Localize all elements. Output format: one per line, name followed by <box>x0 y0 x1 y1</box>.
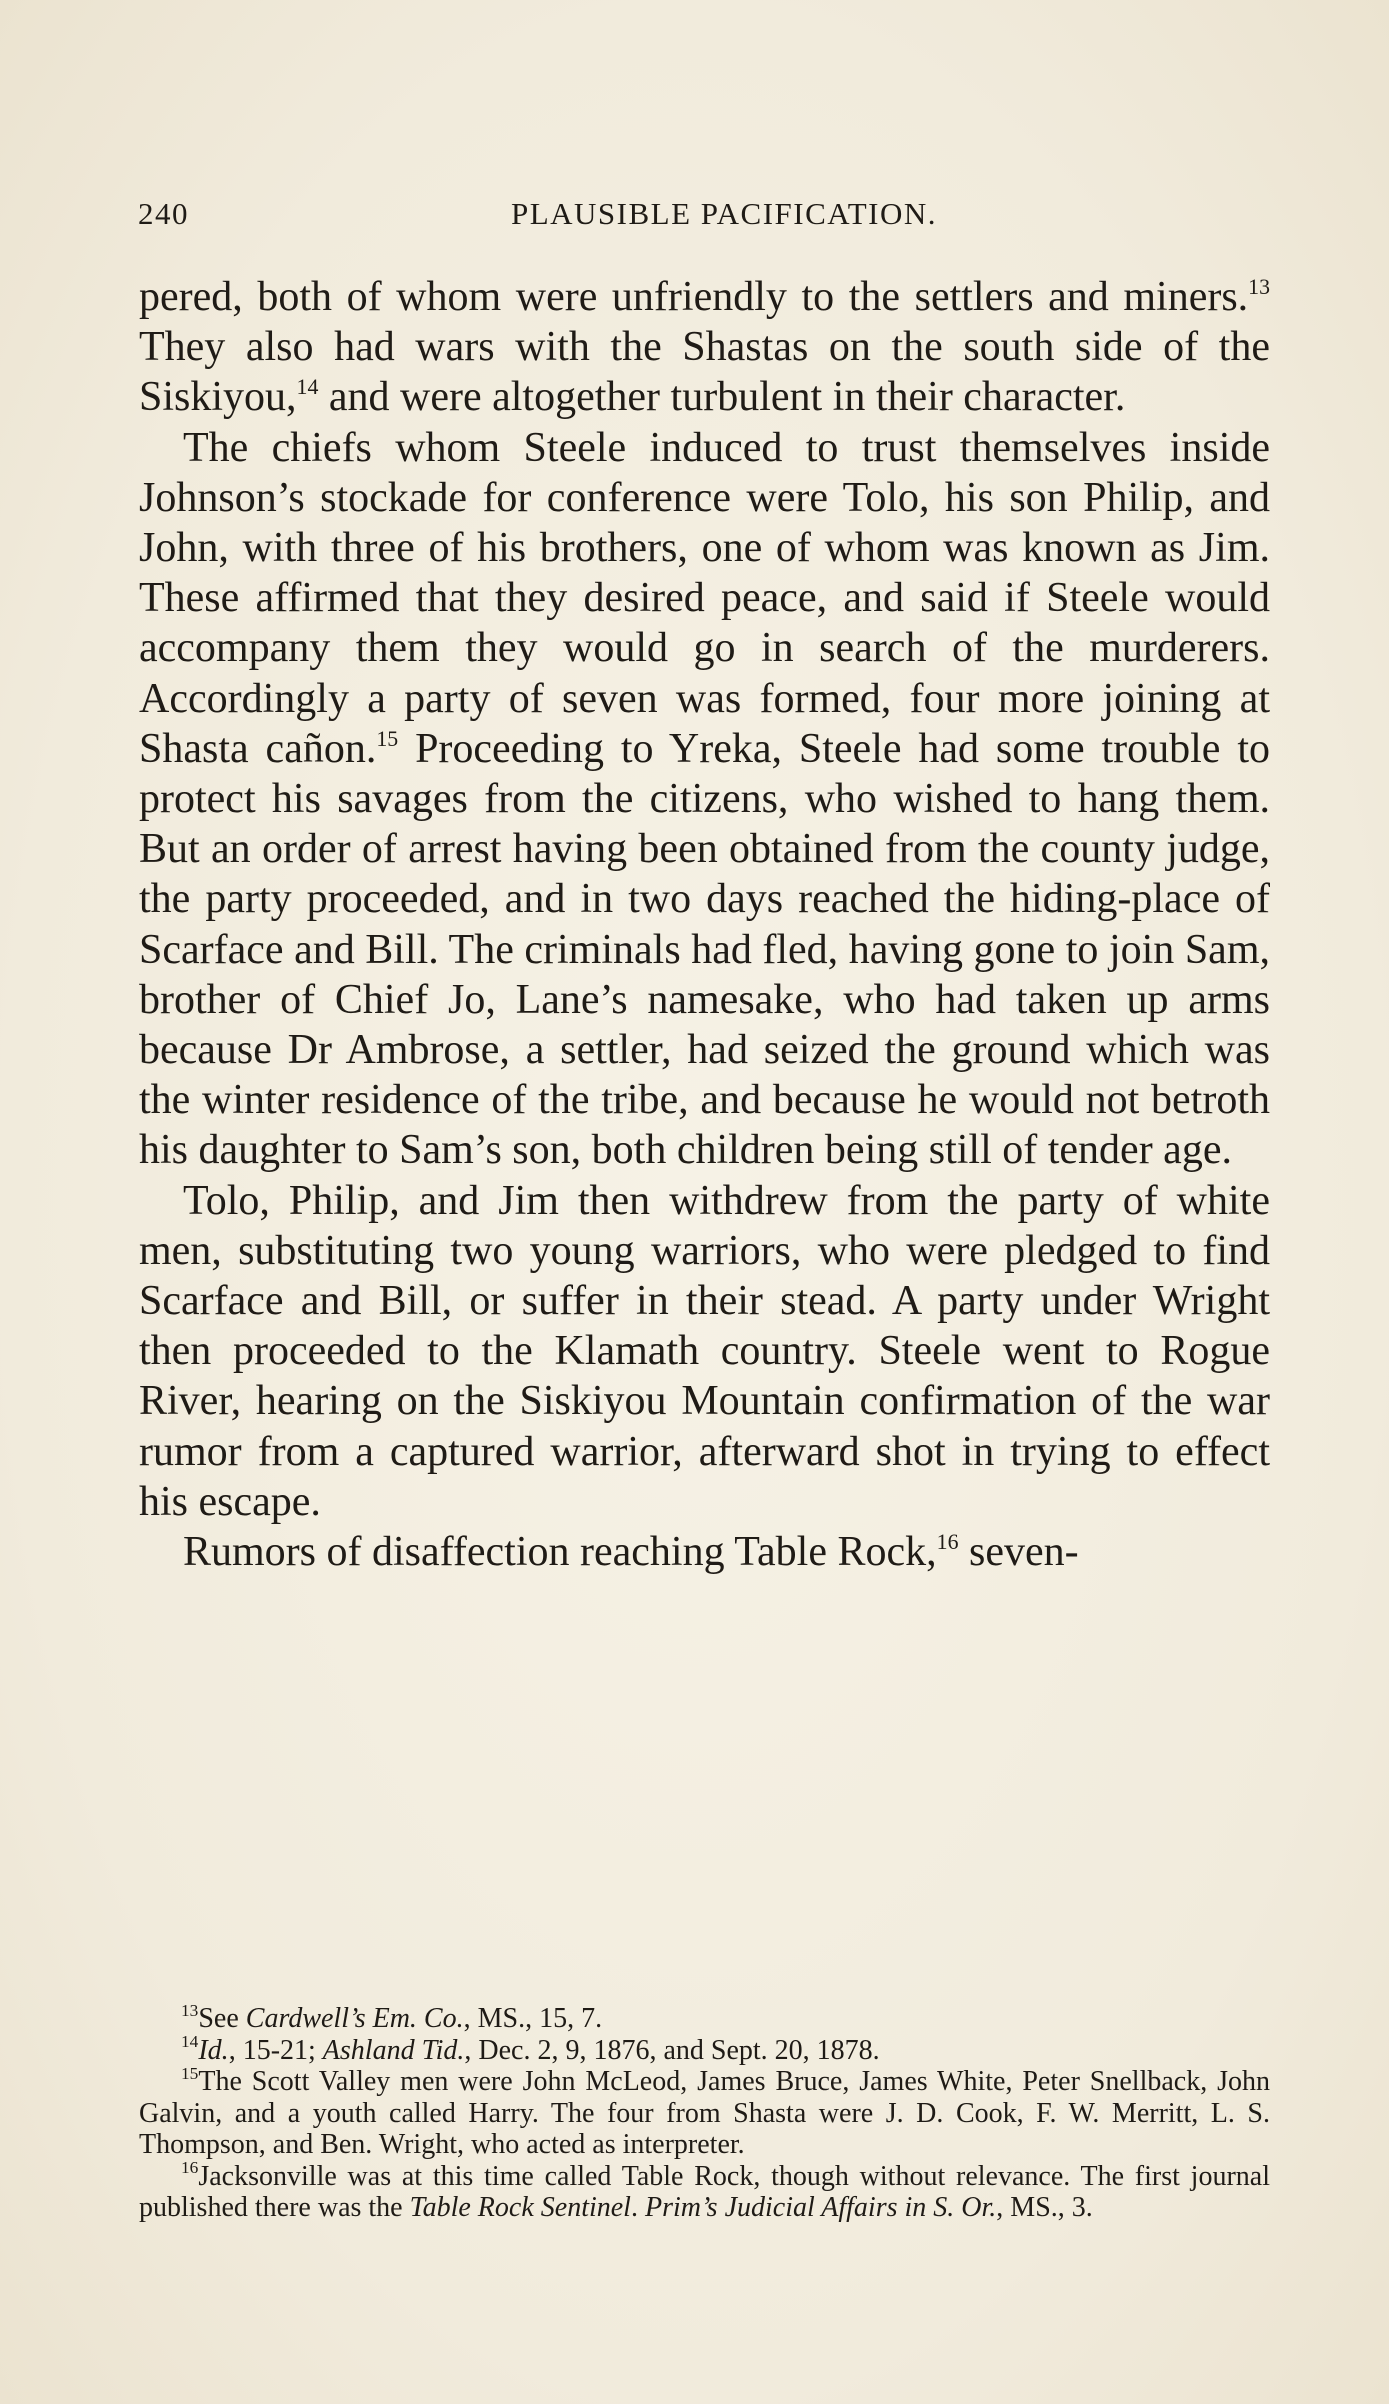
footnote-italic: Table Rock Sentinel <box>409 2192 631 2223</box>
footnote-number: 16 <box>181 2158 199 2178</box>
footnote-text: , Dec. 2, 9, 1876, and Sept. 20, 1878. <box>464 2034 880 2066</box>
footnote-ref-13: 13 <box>1248 274 1270 299</box>
text-run: Proceeding to Yreka, Steele had some trouble to protect his savages from the citizens, who wished to hang them. But an order of arrest having been obtained from the county judge, the party proceeded, and in two days reached the hiding-place of Scarface and Bill. The criminals had fled, having gone to join Sam, brother of Chief Jo, Lane’s namesake, who had taken up arms because Dr Ambrose, a settler, had seized the ground which was the winter residence of the tribe, and because he would not betroth his daughter to Sam’s son, both children being still of tender age. <box>139 725 1270 1174</box>
page-header <box>138 196 1270 246</box>
running-title: PLAUSIBLE PACIFICATION. <box>510 196 938 231</box>
footnote-italic: Ashland Tid. <box>322 2034 465 2066</box>
footnote-text: The Scott Valley men were John McLeod, James Bruce, James White, Peter Snellback, John Galvin, and a youth called Harry. The four from Shasta were J. D. Cook, F. W. Merritt, L. S. Thompson, and Ben. Wright, who acted as interpreter. <box>139 2066 1270 2160</box>
text-run: pered, both of whom were unfriendly to the settlers and miners. <box>139 274 1249 320</box>
text-run: The chiefs whom Steele induced to trust themselves inside Johnson’s stockade for conference were Tolo, his son Philip, and John, with three of his brothers, one of whom was known as Jim. These affirmed that they desired peace, and said if Steele would accompany them they would go in search of the murderers. Accordingly a party of seven was formed, four more joining at Shasta cañon. <box>139 424 1270 772</box>
paragraph-3 <box>139 1176 1270 1527</box>
footnote-text: , 15-21; <box>228 2034 323 2066</box>
footnote-italic: Id. <box>198 2034 229 2066</box>
footnote-number: 14 <box>181 2032 199 2052</box>
footnote-number: 13 <box>181 2000 199 2020</box>
footnote-13 <box>139 2000 1270 2035</box>
main-text <box>139 272 1270 1577</box>
footnote-text: Jacksonville was at this time called Table Rock, though without relevance. The first journal published there was the <box>139 2160 1270 2223</box>
footnote-text: . <box>630 2192 645 2223</box>
footnote-14 <box>139 2032 1270 2067</box>
paragraph-2 <box>139 423 1270 1176</box>
text-run: seven- <box>958 1529 1079 1576</box>
text-run: They also had wars with the Shastas on the south side of the Siskiyou, <box>139 324 1270 421</box>
footnote-16 <box>139 2158 1270 2224</box>
footnote-italic: Prim’s Judicial Affairs in S. Or. <box>644 2192 997 2223</box>
footnotes <box>139 2000 1270 2224</box>
footnote-ref-14: 14 <box>296 375 319 400</box>
text-run: and were altogether turbulent in their character. <box>318 374 1126 421</box>
footnote-text: , MS., 3. <box>996 2192 1093 2223</box>
page-number: 240 <box>138 196 189 231</box>
footnote-number: 15 <box>181 2063 199 2083</box>
paragraph-1 <box>139 272 1270 423</box>
footnote-italic: Cardwell’s Em. Co. <box>245 2003 464 2034</box>
footnote-ref-16: 16 <box>936 1530 959 1554</box>
footnote-15 <box>139 2063 1270 2161</box>
text-run: Rumors of disaffection reaching Table Rock, <box>183 1529 937 1576</box>
text-run: Tolo, Philip, and Jim then withdrew from the party of white men, substituting two young warriors, who were pledged to find Scarface and Bill, or suffer in their stead. A party under Wright then proceeded to the Klamath country. Steele went to Rogue River, hearing on the Siskiyou Mountain confirmation of the war rumor from a captured warrior, afterward shot in trying to effect his escape. <box>139 1177 1270 1525</box>
footnote-text: , MS., 15, 7. <box>463 2003 603 2034</box>
footnote-ref-15: 15 <box>376 726 399 751</box>
paragraph-4 <box>139 1527 1270 1577</box>
footnote-text: See <box>198 2003 246 2034</box>
